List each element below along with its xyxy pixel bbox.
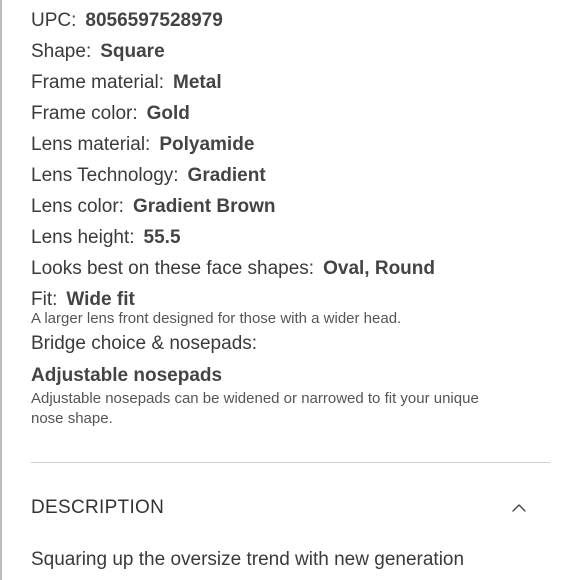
- spec-label: Lens Technology:: [31, 165, 179, 186]
- left-border: [0, 0, 2, 580]
- spec-label: Lens height:: [31, 227, 135, 248]
- description-title: DESCRIPTION: [31, 497, 165, 518]
- spec-value: Metal: [173, 72, 222, 93]
- description-accordion-header[interactable]: [31, 492, 531, 524]
- spec-value: Gradient: [187, 165, 266, 186]
- spec-label: Shape:: [31, 41, 92, 62]
- description-text: Squaring up the oversize trend with new generation: [31, 549, 465, 570]
- spec-lens-height: [31, 224, 551, 255]
- spec-value: Gold: [146, 103, 190, 124]
- spec-face-shapes: [31, 255, 551, 286]
- chevron-up-icon[interactable]: [507, 496, 531, 520]
- spec-upc: [31, 7, 551, 38]
- bridge-label: Bridge choice & nosepads:: [31, 333, 258, 354]
- spec-label: UPC:: [31, 10, 77, 31]
- section-divider: [31, 462, 550, 463]
- spec-frame-color: [31, 100, 551, 131]
- fit-note: A larger lens front designed for those with a wider head.: [31, 310, 402, 327]
- spec-value: Oval, Round: [323, 258, 435, 279]
- spec-value: 8056597528979: [85, 10, 223, 31]
- spec-label: Looks best on these face shapes:: [31, 258, 315, 279]
- spec-value: 55.5: [143, 227, 181, 248]
- spec-fit: [31, 286, 551, 330]
- nosepad-description: Adjustable nosepads can be widened or narrowed to fit your unique nose shape.: [31, 390, 479, 427]
- spec-lens-material: [31, 131, 551, 162]
- nosepad-title: Adjustable nosepads: [31, 365, 223, 386]
- spec-label: Lens color:: [31, 196, 124, 217]
- spec-label: Frame color:: [31, 103, 138, 124]
- spec-label: Fit:: [31, 289, 58, 310]
- fit-row: [31, 286, 551, 309]
- spec-label: Frame material:: [31, 72, 165, 93]
- spec-value: Gradient Brown: [132, 196, 276, 217]
- spec-value: Square: [100, 41, 165, 62]
- spec-label: Lens material:: [31, 134, 151, 155]
- spec-frame-material: [31, 69, 551, 100]
- product-specs: [31, 7, 551, 429]
- spec-lens-technology: [31, 162, 551, 193]
- spec-value: Wide fit: [66, 289, 135, 310]
- spec-lens-color: [31, 193, 551, 224]
- spec-shape: [31, 38, 551, 69]
- spec-value: Polyamide: [159, 134, 255, 155]
